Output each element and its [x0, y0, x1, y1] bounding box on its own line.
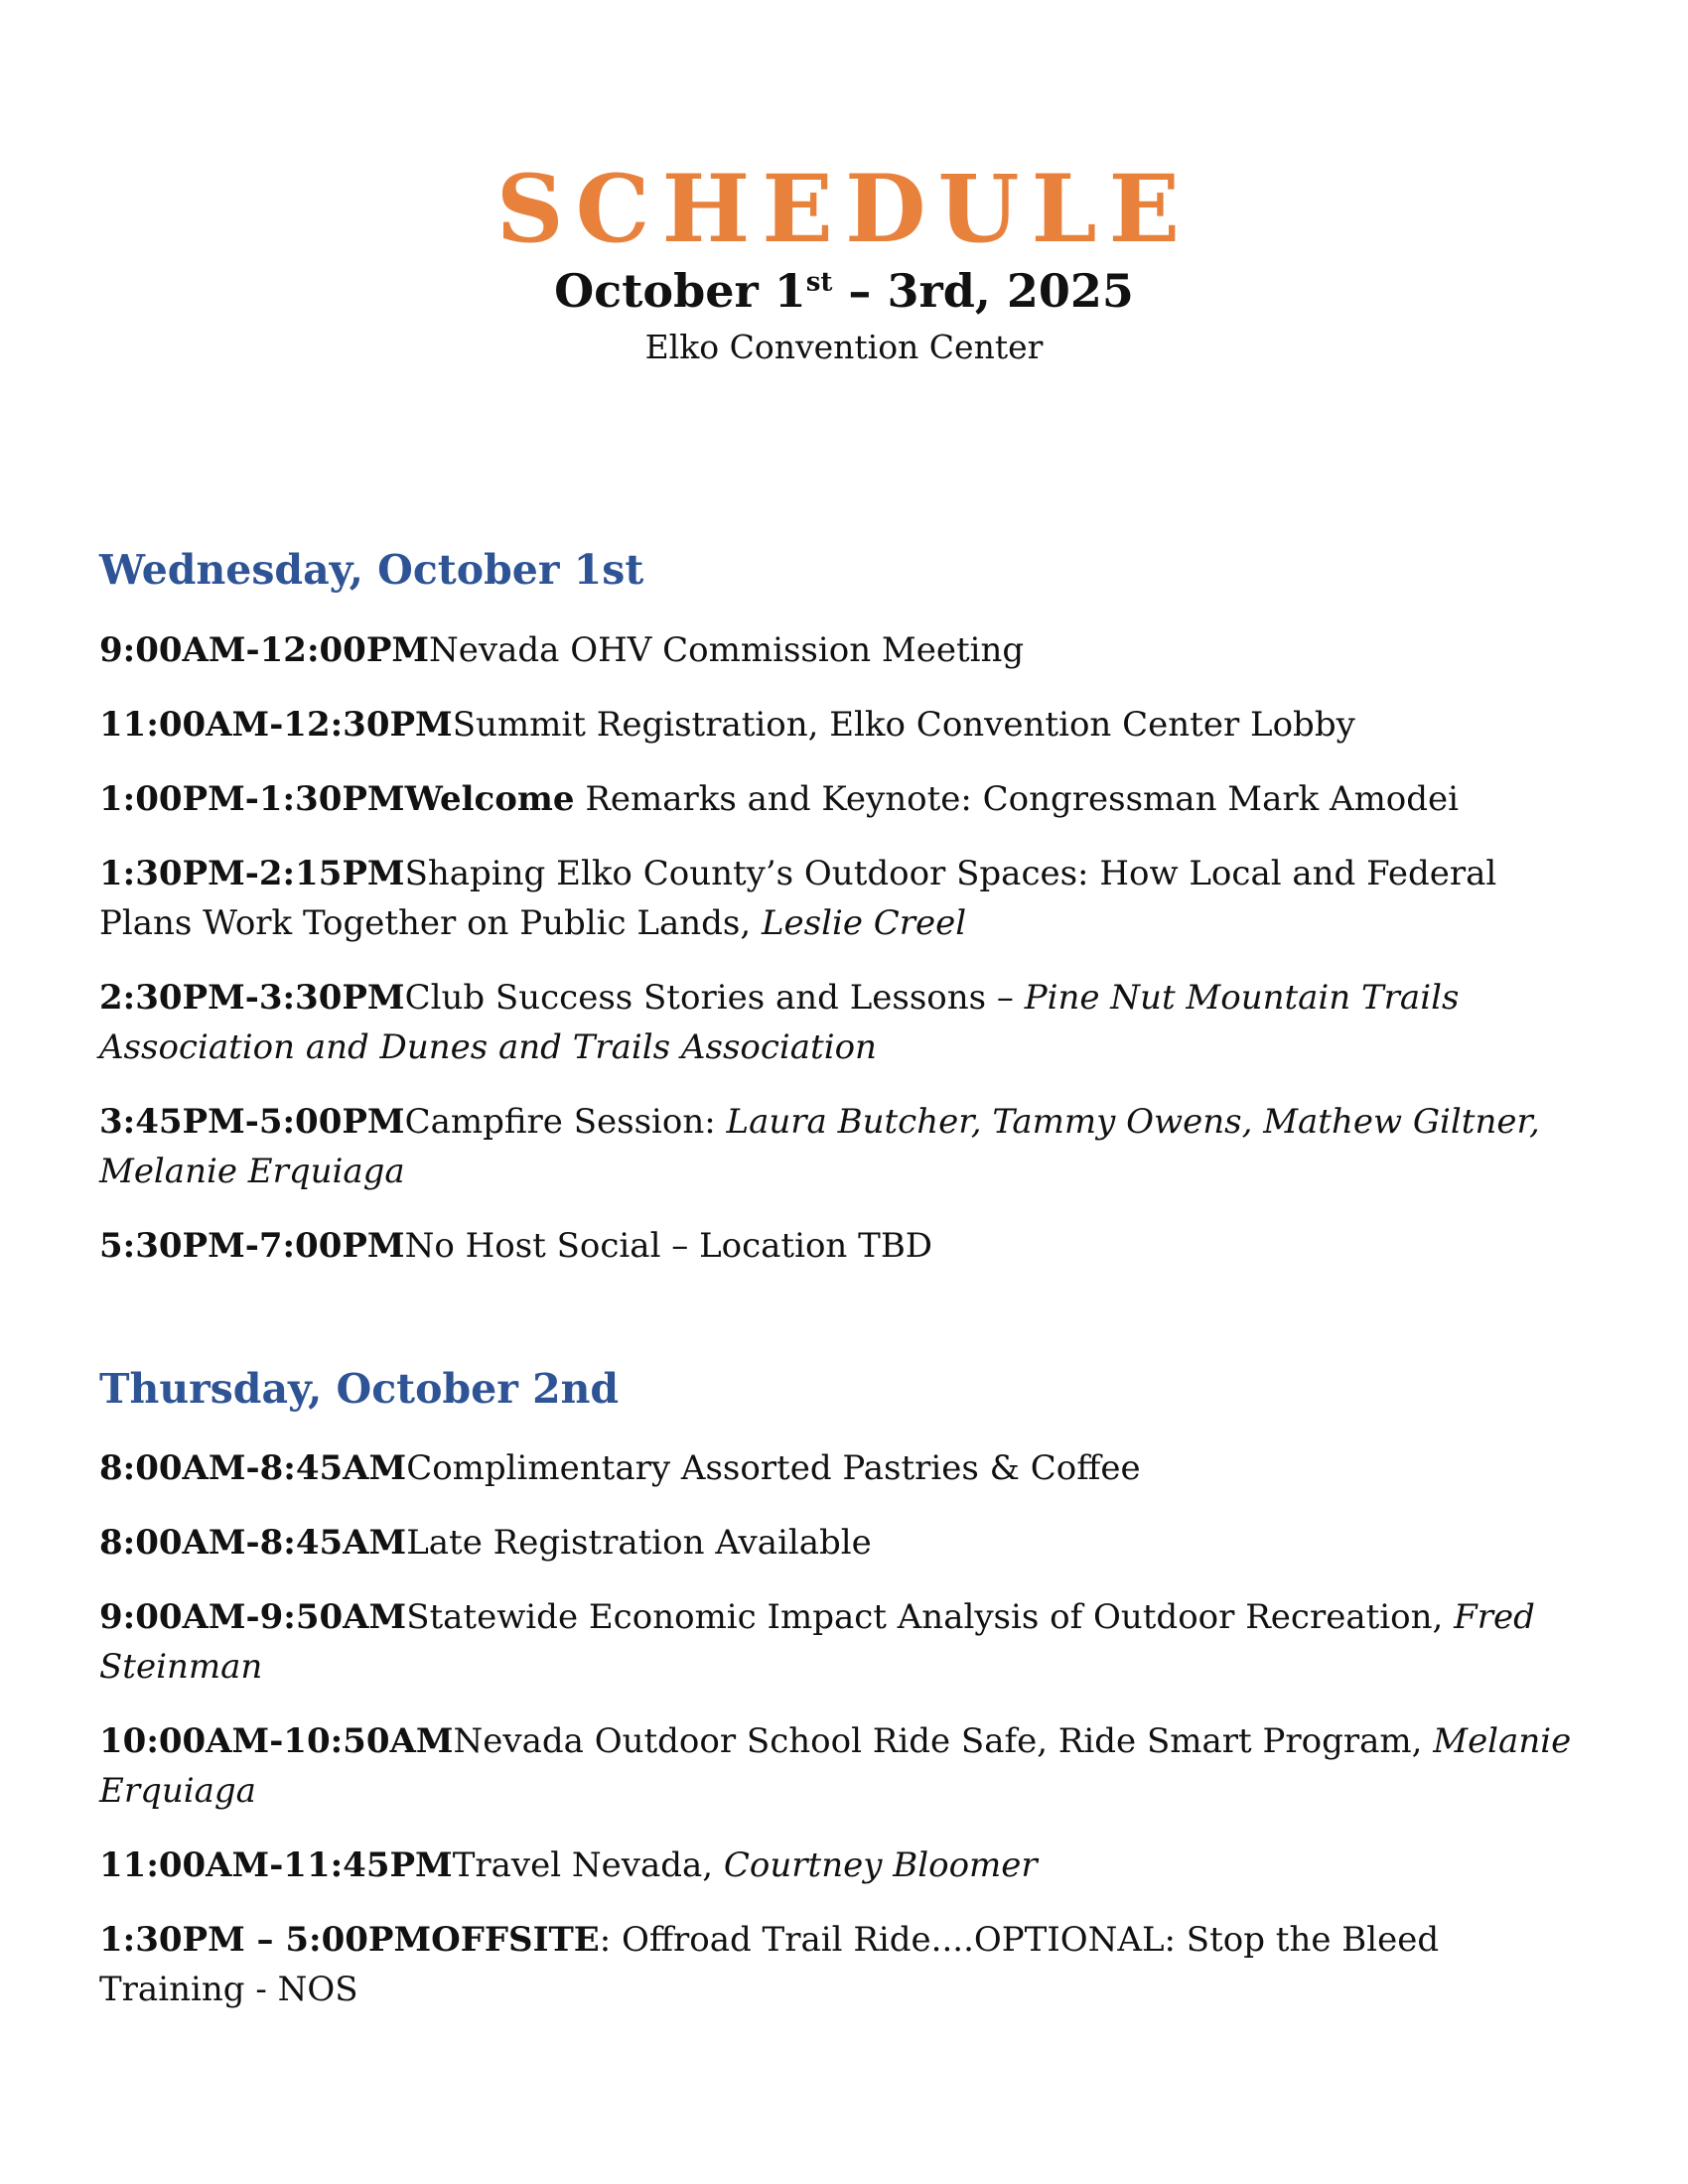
- event-description-segment: Late Registration Available: [406, 1522, 872, 1563]
- event-description-segment: Laura Butcher, Tammy Owens, Mathew Giltner, Melanie Erquiaga: [99, 1101, 1540, 1191]
- page-title: SCHEDULE: [495, 155, 1193, 264]
- event-description: [453, 1845, 1038, 1885]
- event-row: [99, 1097, 1589, 1196]
- event-description-segment: Statewide Economic Impact Analysis of Outdoor Recreation,: [406, 1596, 1455, 1637]
- event-row: [99, 625, 1589, 675]
- event-description-segment: No Host Social – Location TBD: [404, 1225, 933, 1266]
- document-header: [99, 155, 1589, 367]
- event-description-segment: Welcome: [404, 778, 575, 819]
- day-section: [99, 546, 1589, 1270]
- event-row: [99, 1518, 1589, 1568]
- schedule-days: [99, 546, 1589, 2013]
- event-description-segment: Club Success Stories and Lessons –: [404, 977, 1025, 1018]
- date-range-start: October 1: [554, 264, 806, 318]
- event-row: [99, 700, 1589, 750]
- date-ordinal-superscript: st: [805, 267, 833, 298]
- day-heading: Thursday, October 2nd: [99, 1364, 620, 1413]
- event-time: 11:00AM-11:45PM: [99, 1844, 453, 1885]
- event-row: [99, 1221, 1589, 1271]
- event-time: 9:00AM-12:00PM: [99, 629, 430, 670]
- event-time: 2:30PM-3:30PM: [99, 977, 405, 1018]
- event-description: [429, 630, 1024, 670]
- date-range-end: – 3rd, 2025: [832, 264, 1134, 318]
- event-description: [453, 705, 1355, 745]
- event-description-segment: Melanie Erquiaga: [99, 1720, 1572, 1811]
- event-time: 8:00AM-8:45AM: [99, 1522, 407, 1563]
- event-description-segment: Summit Registration, Elko Convention Center Lobby: [452, 704, 1355, 745]
- event-description-segment: OFFSITE: [431, 1919, 600, 1960]
- event-time: 5:30PM-7:00PM: [99, 1225, 405, 1266]
- event-description-segment: Nevada OHV Commission Meeting: [429, 629, 1025, 670]
- event-description: [406, 1448, 1140, 1488]
- event-row: [99, 1443, 1589, 1493]
- event-description: [406, 1523, 872, 1563]
- event-time: 1:30PM – 5:00PM: [99, 1919, 432, 1960]
- event-row: [99, 1841, 1589, 1890]
- event-row: [99, 1915, 1589, 2014]
- event-description-segment: Leslie Creel: [761, 902, 967, 943]
- event-description-segment: Campfire Session:: [404, 1101, 727, 1142]
- event-description-segment: : Offroad Trail Ride....OPTIONAL: Stop the Bleed Training - NOS: [99, 1919, 1440, 2009]
- event-time: 9:00AM-9:50AM: [99, 1596, 407, 1637]
- event-description: [405, 779, 1459, 819]
- event-time: 11:00AM-12:30PM: [99, 704, 453, 745]
- event-description-segment: Complimentary Assorted Pastries & Coffee: [406, 1447, 1141, 1488]
- venue-name: Elko Convention Center: [644, 328, 1044, 367]
- event-time: 3:45PM-5:00PM: [99, 1101, 405, 1142]
- event-row: [99, 973, 1589, 1072]
- event-row: [99, 1716, 1589, 1816]
- event-description-segment: Remarks and Keynote: Congressman Mark Amodei: [574, 778, 1460, 819]
- event-description-segment: Shaping Elko County’s Outdoor Spaces: How Local and Federal Plans Work Together on Public Lands,: [99, 853, 1497, 943]
- event-description-segment: Pine Nut Mountain Trails Association and Dunes and Trails Association: [99, 977, 1460, 1067]
- event-description-segment: Courtney Bloomer: [723, 1844, 1038, 1885]
- event-description-segment: Nevada Outdoor School Ride Safe, Ride Smart Program,: [453, 1720, 1434, 1761]
- event-description-segment: Travel Nevada,: [452, 1844, 724, 1885]
- event-time: 8:00AM-8:45AM: [99, 1447, 407, 1488]
- day-section: [99, 1365, 1589, 2014]
- event-row: [99, 1592, 1589, 1692]
- event-time: 1:00PM-1:30PM: [99, 778, 405, 819]
- event-description-segment: Fred Steinman: [99, 1596, 1535, 1687]
- event-description: [405, 1226, 933, 1266]
- event-time: 1:30PM-2:15PM: [99, 853, 405, 893]
- day-heading: Wednesday, October 1st: [99, 546, 644, 595]
- date-range: [99, 264, 1589, 319]
- event-row: [99, 774, 1589, 824]
- event-row: [99, 849, 1589, 948]
- event-time: 10:00AM-10:50AM: [99, 1720, 454, 1761]
